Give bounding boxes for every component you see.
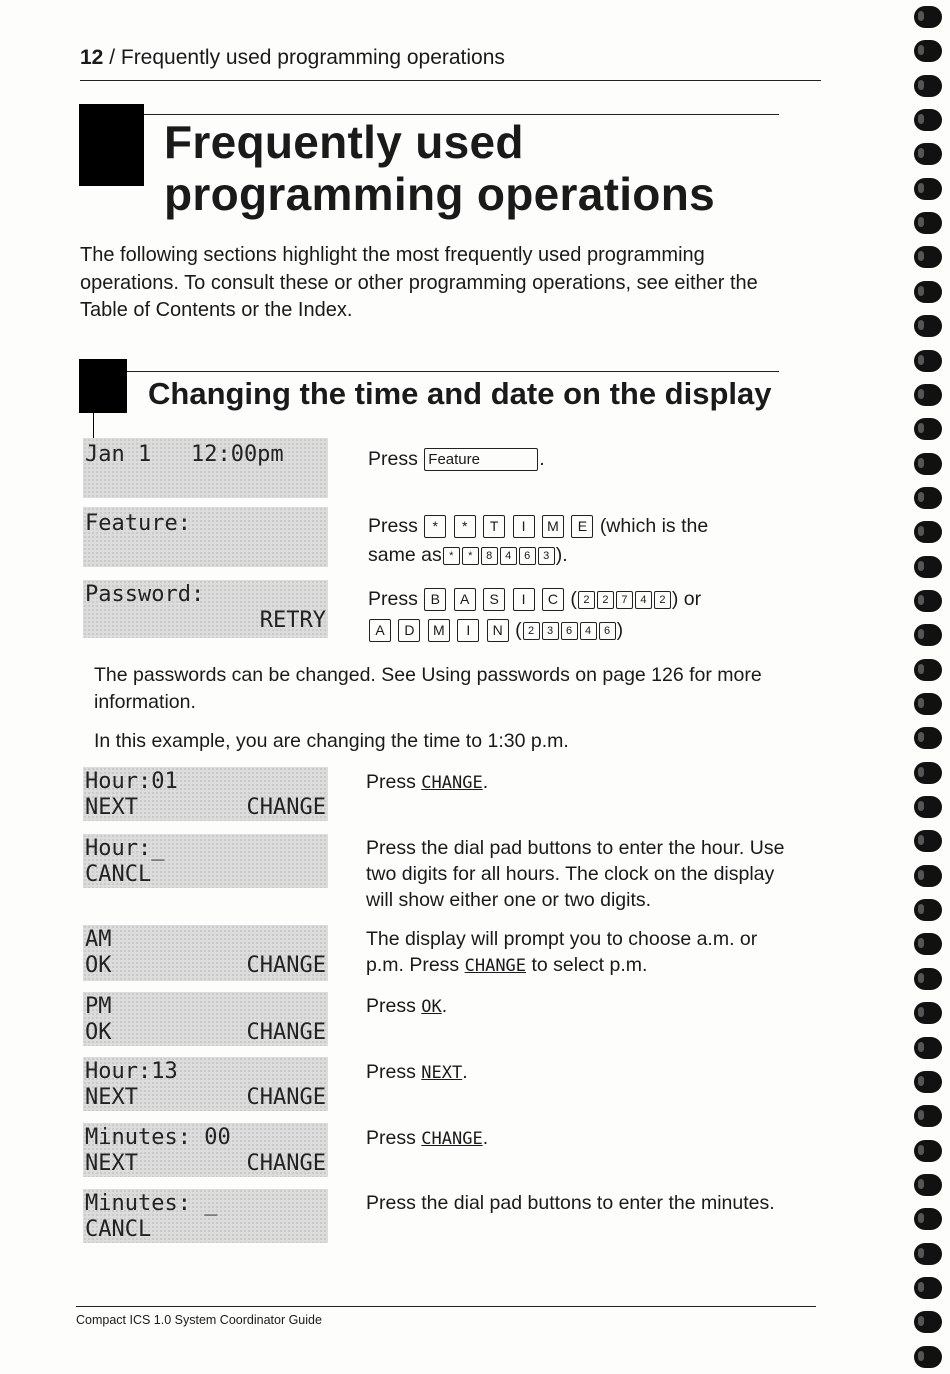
key-6[interactable]: 6 bbox=[599, 622, 616, 640]
instruction-text: same as bbox=[368, 544, 442, 566]
key-m[interactable]: M bbox=[428, 619, 450, 642]
binding-ring bbox=[914, 1037, 942, 1059]
instruction-text: Press bbox=[368, 588, 418, 610]
instruction-text: Press bbox=[368, 515, 418, 537]
instruction-password bbox=[368, 584, 798, 646]
binding-ring bbox=[914, 590, 942, 612]
binding-ring bbox=[914, 1277, 942, 1299]
key-2[interactable]: 2 bbox=[578, 591, 595, 609]
running-header bbox=[80, 46, 505, 70]
instruction-text: Press bbox=[366, 995, 422, 1017]
binding-ring bbox=[914, 246, 942, 268]
binding-ring bbox=[914, 109, 942, 131]
binding-ring bbox=[914, 40, 942, 62]
key-star[interactable]: * bbox=[454, 515, 476, 538]
key-i[interactable]: I bbox=[457, 619, 479, 642]
instruction-row5 bbox=[366, 1059, 796, 1086]
instruction-text: Press bbox=[368, 448, 418, 470]
binding-ring bbox=[914, 693, 942, 715]
display-line: Jan 1 12:00pm bbox=[85, 442, 284, 467]
binding-ring bbox=[914, 727, 942, 749]
binding-ring bbox=[914, 315, 942, 337]
key-4[interactable]: 4 bbox=[635, 591, 652, 609]
binding-ring bbox=[914, 384, 942, 406]
next-softkey[interactable]: NEXT bbox=[85, 795, 138, 820]
binding-ring bbox=[914, 1208, 942, 1230]
instruction-text: (which is the bbox=[599, 515, 709, 537]
cancel-softkey[interactable]: CANCL bbox=[85, 862, 152, 887]
instruction-text: Press bbox=[366, 771, 422, 793]
binding-ring bbox=[914, 1311, 942, 1333]
header-title: / Frequently used programming operations bbox=[103, 46, 505, 69]
display-pm bbox=[83, 992, 328, 1046]
instruction-text: Press bbox=[366, 1127, 422, 1149]
binding-ring bbox=[914, 624, 942, 646]
binding-ring bbox=[914, 143, 942, 165]
key-d[interactable]: D bbox=[398, 619, 420, 642]
instruction-text: Press bbox=[366, 1061, 422, 1083]
display-line: Hour:01 bbox=[85, 769, 178, 794]
instruction-row3 bbox=[366, 926, 796, 979]
example-note: In this example, you are changing the time to 1:30 p.m. bbox=[94, 730, 569, 752]
chapter-rule bbox=[144, 114, 779, 115]
instruction-text: . bbox=[462, 1061, 468, 1083]
key-star[interactable]: * bbox=[443, 547, 460, 565]
footer-rule bbox=[76, 1306, 816, 1307]
next-link[interactable]: NEXT bbox=[421, 1063, 463, 1083]
ok-softkey[interactable]: OK bbox=[85, 1020, 112, 1045]
change-softkey[interactable]: CHANGE bbox=[246, 1020, 326, 1045]
key-e[interactable]: E bbox=[571, 515, 593, 538]
binding-ring bbox=[914, 453, 942, 475]
key-6[interactable]: 6 bbox=[519, 547, 536, 565]
instruction-text: ). bbox=[555, 544, 568, 566]
instruction-feature bbox=[368, 446, 798, 472]
binding-ring bbox=[914, 6, 942, 28]
instruction-text: to select p.m. bbox=[526, 954, 648, 976]
key-m[interactable]: M bbox=[542, 515, 564, 538]
cancel-softkey[interactable]: CANCL bbox=[85, 1217, 152, 1242]
key-6[interactable]: 6 bbox=[561, 622, 578, 640]
display-line: Password: bbox=[85, 582, 205, 607]
spiral-binding bbox=[912, 0, 950, 1374]
instruction-text: ) or bbox=[671, 588, 702, 610]
chapter-marker bbox=[79, 104, 144, 186]
display-hour-01 bbox=[83, 767, 328, 821]
key-2[interactable]: 2 bbox=[597, 591, 614, 609]
binding-ring bbox=[914, 933, 942, 955]
instruction-text: . bbox=[441, 995, 448, 1017]
display-am bbox=[83, 925, 328, 981]
section-rule bbox=[127, 371, 779, 372]
key-t[interactable]: T bbox=[483, 515, 505, 538]
instruction-text: . bbox=[482, 771, 489, 793]
display-line: Feature: bbox=[85, 511, 191, 536]
display-hour-13 bbox=[83, 1057, 328, 1111]
change-softkey[interactable]: CHANGE bbox=[246, 1085, 326, 1110]
feature-key[interactable]: Feature bbox=[424, 448, 538, 471]
instruction-text: The display will prompt you to choose a.m. or p.m. Press bbox=[366, 928, 758, 976]
display-minutes-00 bbox=[83, 1123, 328, 1177]
change-softkey[interactable]: CHANGE bbox=[246, 1151, 326, 1176]
intro-paragraph: The following sections highlight the most frequently used programming operations. To consult these or other programming operations, see either the Table of Contents or the Index. bbox=[80, 244, 758, 321]
key-star[interactable]: * bbox=[424, 515, 446, 538]
instruction-row7: Press the dial pad buttons to enter the minutes. bbox=[366, 1192, 775, 1214]
display-line: Hour:_ bbox=[85, 836, 165, 861]
binding-ring bbox=[914, 212, 942, 234]
display-line: AM bbox=[85, 927, 112, 952]
binding-ring bbox=[914, 418, 942, 440]
chapter-title-line2: programming operations bbox=[164, 168, 715, 220]
display-hour-entry bbox=[83, 834, 328, 888]
key-2[interactable]: 2 bbox=[523, 622, 540, 640]
binding-ring bbox=[914, 796, 942, 818]
instruction-row1 bbox=[366, 769, 796, 796]
binding-ring bbox=[914, 281, 942, 303]
display-feature bbox=[83, 507, 328, 567]
key-7[interactable]: 7 bbox=[616, 591, 633, 609]
change-softkey[interactable]: CHANGE bbox=[246, 795, 326, 820]
binding-ring bbox=[914, 556, 942, 578]
binding-ring bbox=[914, 1346, 942, 1368]
footer-text: Compact ICS 1.0 System Coordinator Guide bbox=[76, 1313, 322, 1327]
display-line: PM bbox=[85, 994, 112, 1019]
ok-link[interactable]: OK bbox=[421, 997, 442, 1017]
binding-ring bbox=[914, 1105, 942, 1127]
chapter-title bbox=[164, 116, 715, 220]
change-link[interactable]: CHANGE bbox=[421, 773, 483, 793]
instruction-time-code bbox=[368, 512, 798, 570]
display-password bbox=[83, 580, 328, 638]
binding-ring bbox=[914, 521, 942, 543]
key-a[interactable]: A bbox=[369, 619, 391, 642]
key-3[interactable]: 3 bbox=[542, 622, 559, 640]
display-line: Minutes: _ bbox=[85, 1191, 218, 1216]
binding-ring bbox=[914, 350, 942, 372]
display-line: Hour:13 bbox=[85, 1059, 178, 1084]
binding-ring bbox=[914, 830, 942, 852]
binding-ring bbox=[914, 659, 942, 681]
key-2[interactable]: 2 bbox=[654, 591, 671, 609]
binding-ring bbox=[914, 178, 942, 200]
binding-ring bbox=[914, 487, 942, 509]
key-b[interactable]: B bbox=[424, 588, 446, 611]
key-n[interactable]: N bbox=[487, 619, 509, 642]
change-softkey[interactable]: CHANGE bbox=[246, 953, 326, 978]
display-line: Minutes: 00 bbox=[85, 1125, 231, 1150]
next-softkey[interactable]: NEXT bbox=[85, 1085, 138, 1110]
binding-ring bbox=[914, 1002, 942, 1024]
key-4[interactable]: 4 bbox=[500, 547, 517, 565]
password-note: The passwords can be changed. See Using passwords on page 126 for more information. bbox=[94, 664, 762, 713]
binding-ring bbox=[914, 1243, 942, 1265]
key-8[interactable]: 8 bbox=[481, 547, 498, 565]
key-a[interactable]: A bbox=[454, 588, 476, 611]
instruction-text: ( bbox=[515, 619, 522, 641]
instruction-text: . bbox=[482, 1127, 489, 1149]
chapter-title-line1: Frequently used bbox=[164, 116, 524, 168]
page-number: 12 bbox=[80, 46, 104, 69]
binding-ring bbox=[914, 1071, 942, 1093]
binding-ring bbox=[914, 75, 942, 97]
change-link[interactable]: CHANGE bbox=[464, 956, 527, 976]
instruction-row4 bbox=[366, 993, 796, 1020]
display-minutes-entry bbox=[83, 1189, 328, 1243]
binding-ring bbox=[914, 968, 942, 990]
instruction-row2: Press the dial pad buttons to enter the hour. Use two digits for all hours. The clock on the display will show either one or two digits. bbox=[366, 837, 785, 911]
instruction-text: . bbox=[539, 448, 545, 470]
binding-ring bbox=[914, 762, 942, 784]
change-link[interactable]: CHANGE bbox=[421, 1129, 483, 1149]
key-i[interactable]: I bbox=[513, 588, 535, 611]
binding-ring bbox=[914, 1174, 942, 1196]
header-rule bbox=[80, 80, 821, 81]
section-title: Changing the time and date on the display bbox=[148, 376, 772, 411]
instruction-text: ( bbox=[570, 588, 577, 610]
key-s[interactable]: S bbox=[483, 588, 505, 611]
retry-softkey[interactable]: RETRY bbox=[259, 608, 326, 633]
next-softkey[interactable]: NEXT bbox=[85, 1151, 138, 1176]
instruction-text: ) bbox=[616, 619, 624, 641]
binding-ring bbox=[914, 1140, 942, 1162]
section-marker bbox=[79, 359, 127, 413]
display-datetime bbox=[83, 438, 328, 498]
ok-softkey[interactable]: OK bbox=[85, 953, 112, 978]
binding-ring bbox=[914, 899, 942, 921]
key-star[interactable]: * bbox=[462, 547, 479, 565]
key-3[interactable]: 3 bbox=[538, 547, 555, 565]
key-c[interactable]: C bbox=[542, 588, 564, 611]
binding-ring bbox=[914, 865, 942, 887]
key-4[interactable]: 4 bbox=[580, 622, 597, 640]
key-i[interactable]: I bbox=[513, 515, 535, 538]
instruction-row6 bbox=[366, 1125, 796, 1152]
